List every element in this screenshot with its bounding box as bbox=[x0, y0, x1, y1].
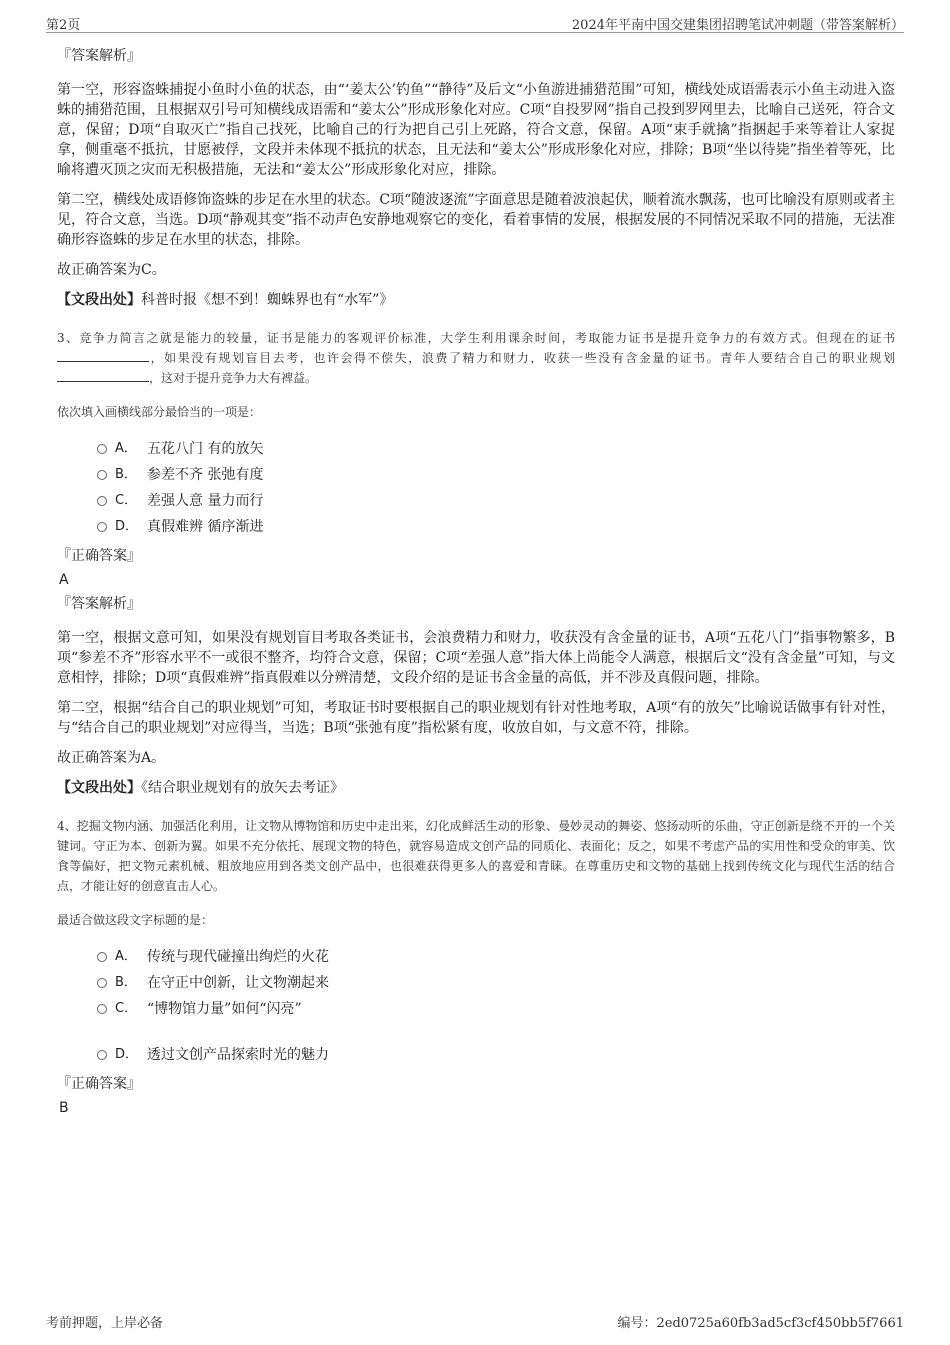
q2-source-text: 科普时报《想不到！蜘蛛界也有“水军”》 bbox=[141, 292, 394, 308]
q3-answer-label: 『正确答案』 bbox=[57, 548, 141, 564]
q3-blank-2 bbox=[57, 369, 149, 382]
q3-analysis-label: 『答案解析』 bbox=[57, 596, 141, 612]
radio-icon[interactable] bbox=[97, 1050, 107, 1060]
q4-answer: B bbox=[59, 1100, 69, 1116]
radio-icon[interactable] bbox=[97, 978, 107, 988]
q4-option-c[interactable]: C． “博物馆力量”如何“闪亮” bbox=[97, 996, 895, 1022]
footer-slogan: 考前押题，上岸必备 bbox=[46, 1316, 164, 1331]
q3-prompt: 依次填入画横线部分最恰当的一项是： bbox=[57, 405, 262, 419]
radio-icon[interactable] bbox=[97, 444, 107, 454]
q4-prompt: 最适合做这段文字标题的是： bbox=[57, 913, 214, 927]
q2-source bbox=[57, 290, 895, 310]
q3-source bbox=[57, 778, 895, 798]
document-title: 2024年平南中国交建集团招聘笔试冲刺题（带答案解析） bbox=[571, 18, 904, 33]
q3-option-b[interactable]: B． 参差不齐 张弛有度 bbox=[97, 462, 895, 488]
q3-analysis-p1: 第一空，根据文意可知，如果没有规划盲目考取各类证书，会浪费精力和财力，收获没有含金量的证书，A项“五花八门”指事物繁多，B项“参差不齐”形容水平不一或很不整齐，均符合文意，保留；C项“差强人意”指大体上尚能令人满意，根据后文“没有含金量”可知，与文意相悖，排除；D项“真假难辨”指真假难以分辨清楚，文段介绍的是证书含金量的高低，并不涉及真假问题，排除。 bbox=[57, 630, 895, 686]
q2-conclusion: 故正确答案为C。 bbox=[57, 262, 166, 278]
q3-stem bbox=[57, 328, 895, 388]
q3-option-c[interactable]: C． 差强人意 量力而行 bbox=[97, 488, 895, 514]
q3-source-text: 《结合职业规划有的放矢去考证》 bbox=[141, 780, 344, 796]
q2-source-label: 【文段出处】 bbox=[57, 292, 141, 308]
document-id: 编号：2ed0725a60fb3ad5cf3cf450bb5f7661 bbox=[617, 1316, 904, 1331]
page-header bbox=[46, 12, 904, 33]
q3-stem-part3: ，这对于提升竞争力大有裨益。 bbox=[149, 371, 318, 385]
q4-option-a[interactable]: A． 传统与现代碰撞出绚烂的火花 bbox=[97, 944, 895, 970]
radio-icon[interactable] bbox=[97, 952, 107, 962]
q2-analysis-p1: 第一空，形容盗蛛捕捉小鱼时小鱼的状态，由“‘姜太公’钓鱼”“静待”及后文“小鱼游进捕猎范围”可知，横线处成语需表示小鱼主动进入盗蛛的捕猎范围，且根据双引号可知横线成语需和“姜太公”形成形象化对应。C项“自投罗网”指自己投到罗网里去，比喻自己送死，符合文意，保留；D项“自取灭亡”指自己找死，比喻自己的行为把自己引上死路，符合文意，保留。A项“束手就擒”指捆起手来等着让人家捉拿，侧重毫不抵抗，甘愿被俘，文段并未体现不抵抗的状态，且无法和“姜太公”形成形象化对应，排除；B项“坐以待毙”指坐着等死，比喻将遭灭顶之灾而无积极措施，无法和“姜太公”形成形象化对应，排除。 bbox=[57, 82, 895, 178]
q3-analysis-p2: 第二空，根据“结合自己的职业规划”可知，考取证书时要根据自己的职业规划有针对性地考取，A项“有的放矢”比喻说话做事有针对性，与“结合自己的职业规划”对应得当，当选；B项“张弛有度”指松紧有度，收放自如，与文意不符，排除。 bbox=[57, 700, 895, 736]
q4-option-b[interactable]: B． 在守正中创新，让文物潮起来 bbox=[97, 970, 895, 996]
q2-analysis-p2: 第二空，横线处成语修饰盗蛛的步足在水里的状态。C项“随波逐流”字面意思是随着波浪起伏，顺着流水飘荡，也可比喻没有原则或者主见，符合文意，当选。D项“静观其变”指不动声色安静地观察它的变化，看着事情的发展，根据发展的不同情况采取不同的措施，无法准确形容盗蛛的步足在水里的状态，排除。 bbox=[57, 192, 895, 248]
q3-option-d[interactable]: D． 真假难辨 循序渐进 bbox=[97, 514, 895, 540]
q3-options bbox=[97, 436, 895, 540]
radio-icon[interactable] bbox=[97, 496, 107, 506]
page-footer bbox=[46, 1312, 904, 1332]
page-number: 第2页 bbox=[46, 18, 81, 33]
q3-blank-1 bbox=[57, 349, 149, 362]
page-content bbox=[57, 46, 895, 1122]
q3-stem-part2: ，如果没有规划盲目去考，也许会得不偿失，浪费了精力和财力，收获一些没有含金量的证书。青年人要结合自己的职业规划 bbox=[149, 351, 895, 365]
q4-option-d[interactable]: D． 透过文创产品探索时光的魅力 bbox=[97, 1042, 895, 1068]
q4-options bbox=[97, 944, 895, 1068]
q3-conclusion: 故正确答案为A。 bbox=[57, 750, 166, 766]
q3-stem-part1: 3、竞争力简言之就是能力的较量，证书是能力的客观评价标准，大学生利用课余时间，考取能力证书是提升竞争力的有效方式。但现在的证书 bbox=[57, 331, 895, 345]
radio-icon[interactable] bbox=[97, 1004, 107, 1014]
q3-answer: A bbox=[59, 572, 69, 588]
radio-icon[interactable] bbox=[97, 470, 107, 480]
q3-source-label: 【文段出处】 bbox=[57, 780, 141, 796]
q3-option-a[interactable]: A． 五花八门 有的放矢 bbox=[97, 436, 895, 462]
q2-analysis-label: 『答案解析』 bbox=[57, 48, 141, 64]
q4-stem: 4、挖掘文物内涵、加强活化利用，让文物从博物馆和历史中走出来，幻化成鲜活生动的形象、曼妙灵动的舞姿、悠扬动听的乐曲，守正创新是绕不开的一个关键词。守正为本、创新为翼。如果不充分依托、展现文物的特色，就容易造成文创产品的同质化、表面化；反之，如果不考虑产品的实用性和受众的审美、饮食等偏好，把文物元素机械、粗放地应用到各类文创产品中，也很难获得更多人的喜爱和青睐。在尊重历史和文物的基础上找到传统文化与现代生活的结合点，才能让好的创意直击人心。 bbox=[57, 819, 895, 893]
q4-answer-label: 『正确答案』 bbox=[57, 1076, 141, 1092]
radio-icon[interactable] bbox=[97, 522, 107, 532]
